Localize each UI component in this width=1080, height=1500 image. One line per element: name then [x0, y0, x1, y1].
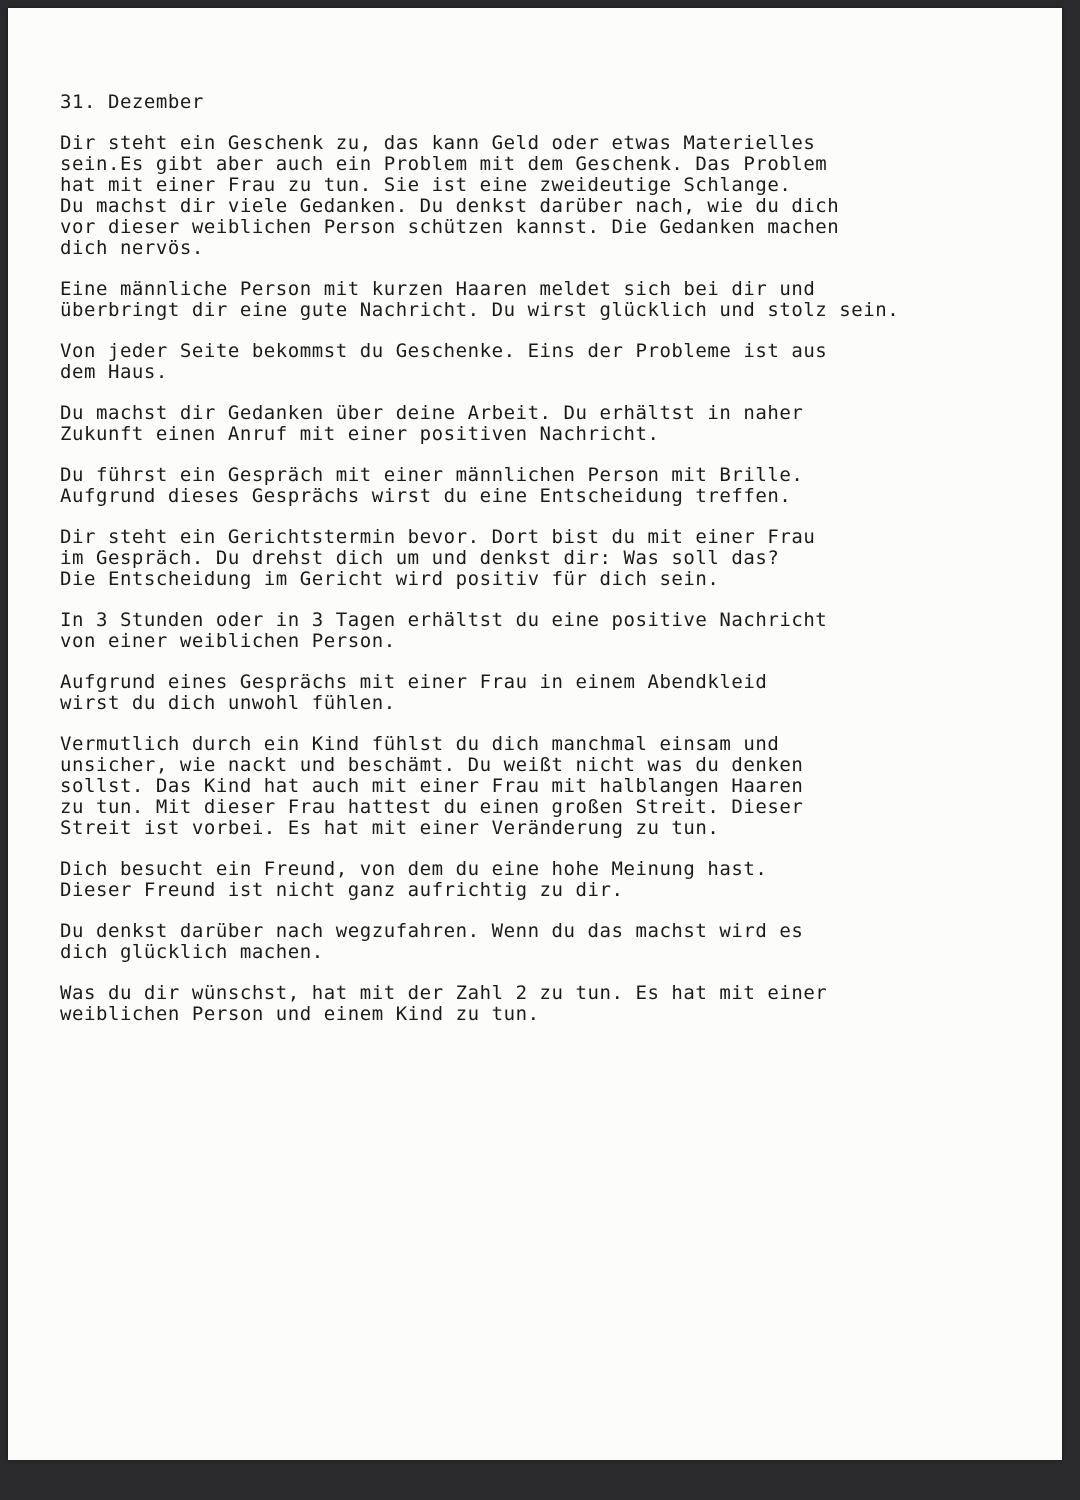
text-line: Von jeder Seite bekommst du Geschenke. Eins der Probleme ist aus — [60, 340, 828, 362]
text-line: Dir steht ein Gerichtstermin bevor. Dort bist du mit einer Frau — [60, 526, 816, 548]
paragraph — [60, 672, 1020, 714]
text-line: zu tun. Mit dieser Frau hattest du einen großen Streit. Dieser — [60, 796, 804, 818]
text-line: Streit ist vorbei. Es hat mit einer Veränderung zu tun. — [60, 817, 720, 839]
text-line: weiblichen Person und einem Kind zu tun. — [60, 1003, 540, 1025]
paragraph — [60, 527, 1020, 590]
text-line: unsicher, wie nackt und beschämt. Du weißt nicht was du denken — [60, 754, 804, 776]
text-line: Vermutlich durch ein Kind fühlst du dich manchmal einsam und — [60, 733, 780, 755]
text-line: sollst. Das Kind hat auch mit einer Frau mit halblangen Haaren — [60, 775, 804, 797]
text-line: dem Haus. — [60, 361, 168, 383]
paragraph — [60, 403, 1020, 445]
text-line: von einer weiblichen Person. — [60, 630, 396, 652]
typed-page — [8, 8, 1062, 1460]
paragraph — [60, 341, 1020, 383]
paragraph — [60, 610, 1020, 652]
text-line: dich glücklich machen. — [60, 941, 324, 963]
text-line: dich nervös. — [60, 237, 204, 259]
paragraph-list — [60, 133, 1020, 1025]
text-line: Aufgrund eines Gesprächs mit einer Frau in einem Abendkleid — [60, 671, 768, 693]
text-line: Du denkst darüber nach wegzufahren. Wenn du das machst wird es — [60, 920, 804, 942]
text-line: Du machst dir Gedanken über deine Arbeit. Du erhältst in naher — [60, 402, 804, 424]
date-heading: 31. Dezember — [60, 91, 204, 113]
text-line: Was du dir wünschst, hat mit der Zahl 2 zu tun. Es hat mit einer — [60, 982, 828, 1004]
text-line: Du machst dir viele Gedanken. Du denkst darüber nach, wie du dich — [60, 195, 840, 217]
paragraph — [60, 279, 1020, 321]
text-line: überbringt dir eine gute Nachricht. Du wirst glücklich und stolz sein. — [60, 299, 900, 321]
paragraph — [60, 921, 1020, 963]
text-line: sein.Es gibt aber auch ein Problem mit dem Geschenk. Das Problem — [60, 153, 828, 175]
text-line: Aufgrund dieses Gesprächs wirst du eine Entscheidung treffen. — [60, 485, 792, 507]
page-content — [60, 92, 1020, 1045]
text-line: Du führst ein Gespräch mit einer männlichen Person mit Brille. — [60, 464, 804, 486]
text-line: vor dieser weiblichen Person schützen kannst. Die Gedanken machen — [60, 216, 840, 238]
text-line: hat mit einer Frau zu tun. Sie ist eine zweideutige Schlange. — [60, 174, 792, 196]
text-line: Die Entscheidung im Gericht wird positiv für dich sein. — [60, 568, 720, 590]
text-line: Zukunft einen Anruf mit einer positiven Nachricht. — [60, 423, 660, 445]
paragraph — [60, 983, 1020, 1025]
paragraph — [60, 734, 1020, 839]
paragraph — [60, 859, 1020, 901]
text-line: Eine männliche Person mit kurzen Haaren meldet sich bei dir und — [60, 278, 816, 300]
text-line: wirst du dich unwohl fühlen. — [60, 692, 396, 714]
paragraph — [60, 465, 1020, 507]
text-line: Dir steht ein Geschenk zu, das kann Geld oder etwas Materielles — [60, 132, 816, 154]
text-line: In 3 Stunden oder in 3 Tagen erhältst du eine positive Nachricht — [60, 609, 828, 631]
text-line: Dich besucht ein Freund, von dem du eine hohe Meinung hast. — [60, 858, 768, 880]
text-line: Dieser Freund ist nicht ganz aufrichtig zu dir. — [60, 879, 624, 901]
paragraph — [60, 133, 1020, 259]
text-line: im Gespräch. Du drehst dich um und denkst dir: Was soll das? — [60, 547, 780, 569]
